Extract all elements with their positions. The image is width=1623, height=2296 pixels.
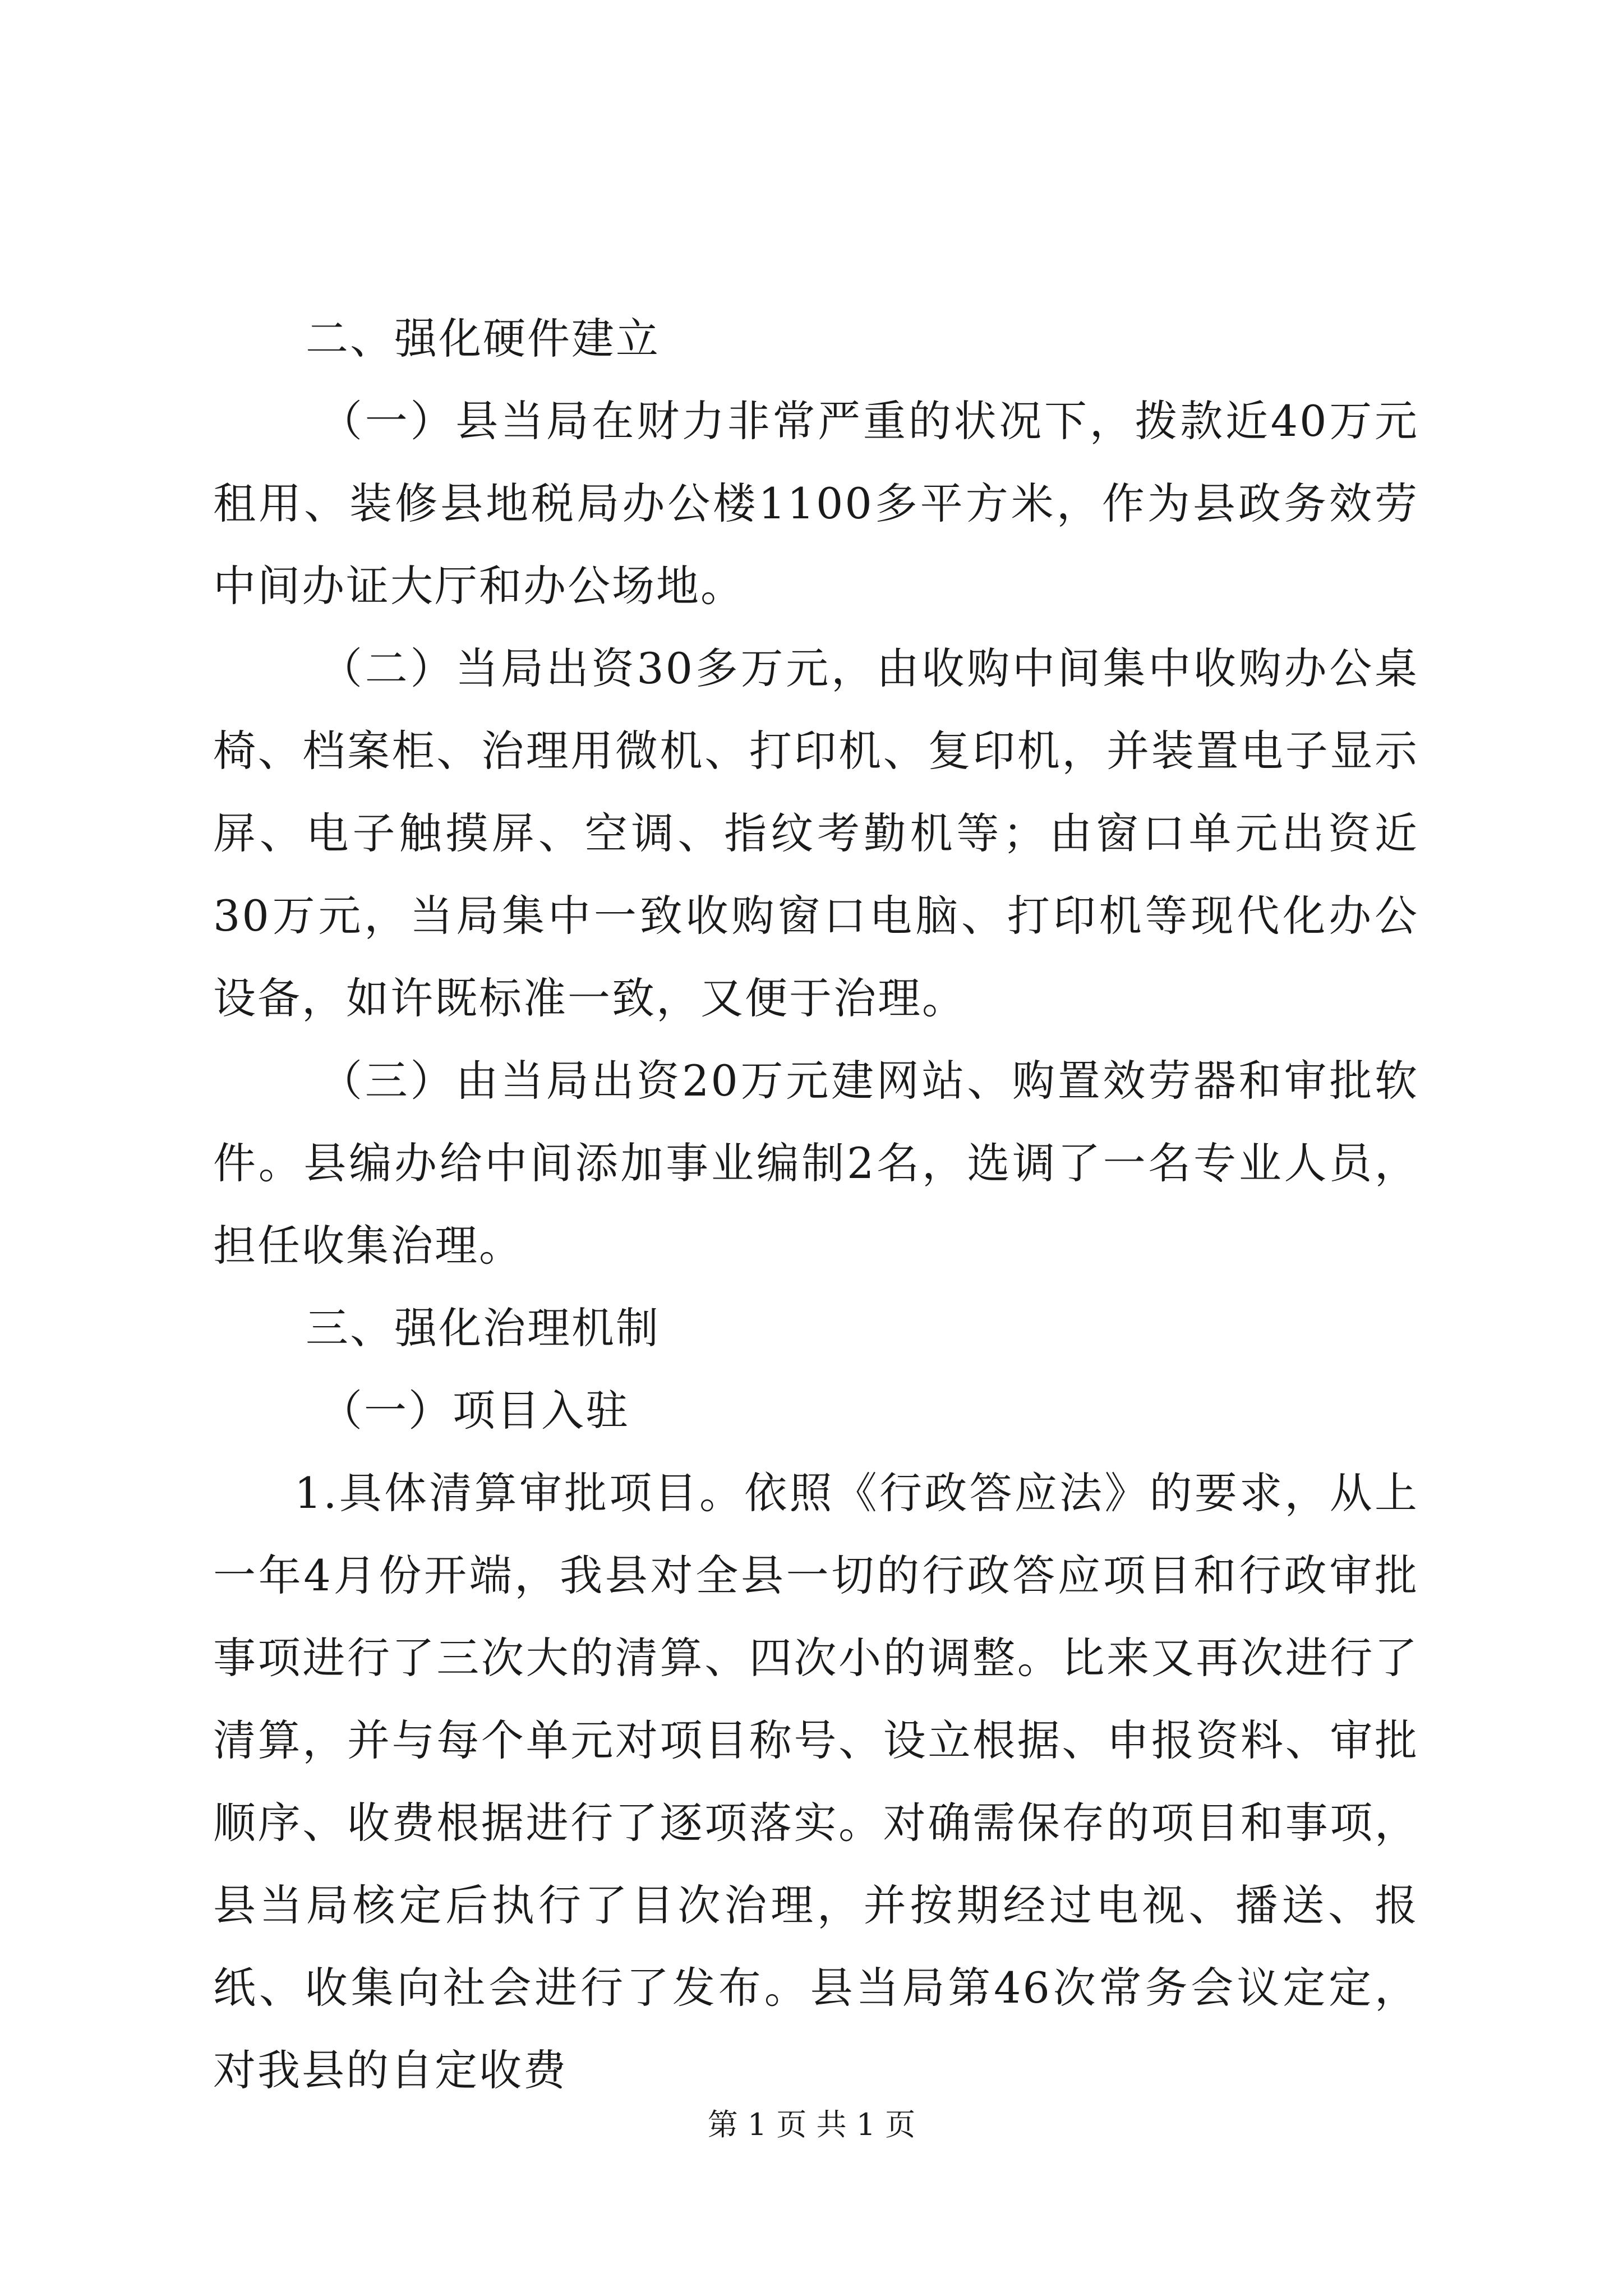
paragraph-item-2: （二）当局出资30多万元，由收购中间集中收购办公桌椅、档案柜、治理用微机、打印机、复印机，并装置电子显示屏、电子触摸屏、空调、指纹考勤机等；由窗口单元出资近30万元，当局集中一致收购窗口电脑、打印机等现代化办公设备，如许既标准一致，又便于治理。 — [213, 643, 1419, 1023]
page-footer: 第 1 页 共 1 页 — [707, 2107, 916, 2142]
paragraph-numbered-1: 1.具体清算审批项目。依照《行政答应法》的要求，从上一年4月份开端，我县对全县一切的行政答应项目和行政审批事项进行了三次大的清算、四次小的调整。比来又再次进行了清算，并与每个单元对项目称号、设立根据、申报资料、审批顺序、收费根据进行了逐项落实。对确需保存的项目和事项，县当局核定后执行了目次治理，并按期经过电视、播送、报纸、收集向社会进行了发布。县当局第46次常务会议定定，对我县的自定收费 — [213, 1468, 1419, 2095]
document-body — [213, 297, 1419, 2111]
subheading-project-entry: （一）项目入驻 — [320, 1386, 630, 1435]
section-heading-hardware: 二、强化硬件建立 — [306, 314, 660, 364]
paragraph-item-3: （三）由当局出资20万元建网站、购置效劳器和审批软件。县编办给中间添加事业编制2名，选调了一名专业人员，担任收集治理。 — [213, 1056, 1419, 1271]
paragraph-item-1: （一）县当局在财力非常严重的状况下，拨款近40万元租用、装修县地税局办公楼1100多平方米，作为县政务效劳中间办证大厅和办公场地。 — [213, 396, 1419, 611]
section-heading-management: 三、强化治理机制 — [306, 1303, 660, 1353]
